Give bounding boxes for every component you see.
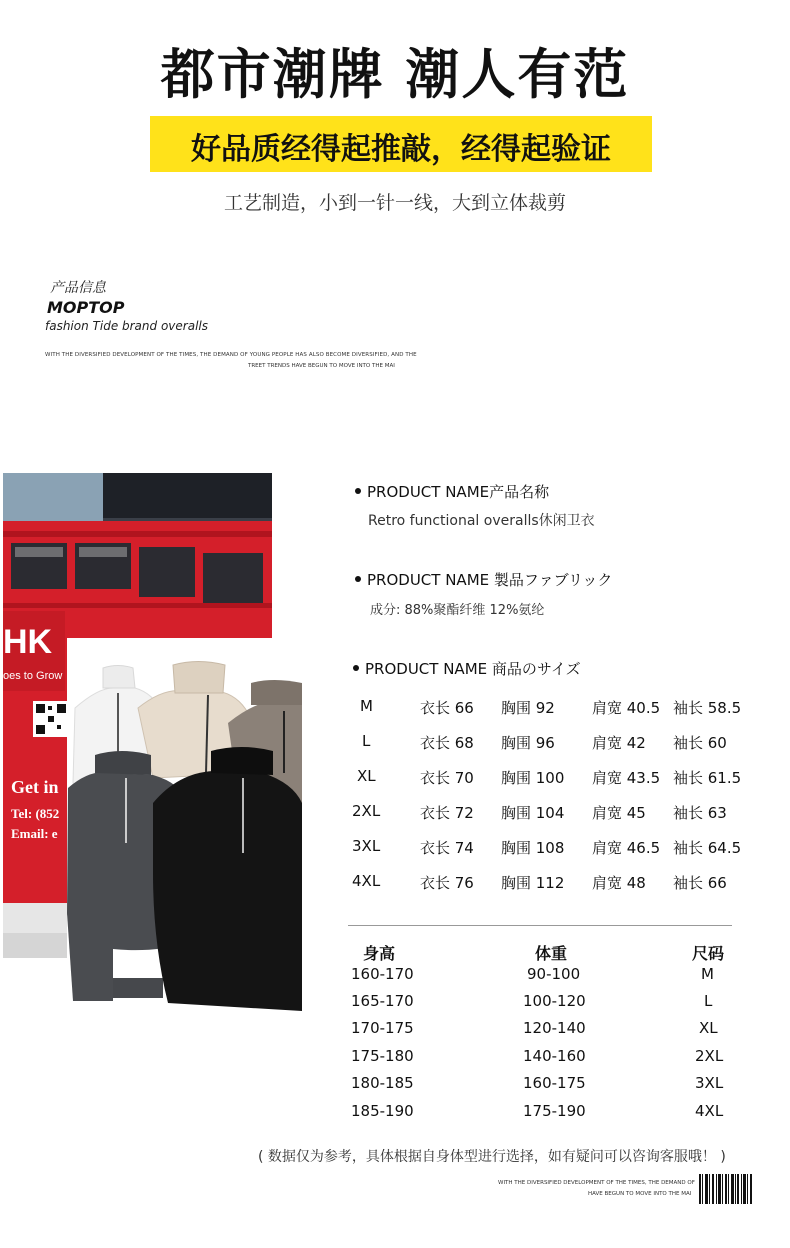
size-cell: XL bbox=[699, 1019, 718, 1037]
height-cell: 180-185 bbox=[351, 1074, 414, 1092]
section-divider bbox=[348, 925, 732, 926]
length-value: 衣长 68 bbox=[420, 734, 474, 752]
weight-cell: 175-190 bbox=[523, 1102, 586, 1120]
height-cell: 185-190 bbox=[351, 1102, 414, 1120]
shoulder-value: 肩宽 46.5 bbox=[592, 839, 661, 857]
height-cell: 170-175 bbox=[351, 1019, 414, 1037]
sleeve-value: 袖长 61.5 bbox=[673, 769, 742, 787]
length-value: 衣长 76 bbox=[420, 874, 474, 892]
page-subtitle: 好品质经得起推敲，经得起验证 bbox=[191, 132, 611, 167]
shoulder-value: 肩宽 43.5 bbox=[592, 769, 661, 787]
size-cell: 2XL bbox=[695, 1047, 724, 1065]
bullet-dot-icon bbox=[353, 665, 359, 671]
table-row bbox=[0, 965, 790, 993]
weight-cell: 160-175 bbox=[523, 1074, 586, 1092]
weight-column-header: 体重 bbox=[535, 944, 568, 963]
size-cell: 3XL bbox=[695, 1074, 724, 1092]
length-value: 衣长 66 bbox=[420, 699, 474, 717]
shoulder-value: 肩宽 45 bbox=[592, 804, 646, 822]
page-title: 都市潮牌 潮人有范 bbox=[160, 43, 630, 106]
size-row bbox=[0, 802, 790, 837]
size-row bbox=[0, 872, 790, 907]
size-label: XL bbox=[357, 767, 376, 785]
bullet-dot-icon bbox=[355, 488, 361, 494]
table-row bbox=[0, 992, 790, 1020]
weight-cell: 90-100 bbox=[527, 965, 581, 983]
size-row bbox=[0, 767, 790, 802]
product-name-heading-text: PRODUCT NAME产品名称 bbox=[367, 483, 550, 501]
weight-cell: 120-140 bbox=[523, 1019, 586, 1037]
size-heading-text: PRODUCT NAME 商品のサイズ bbox=[365, 660, 581, 678]
length-value: 衣长 72 bbox=[420, 804, 474, 822]
height-cell: 175-180 bbox=[351, 1047, 414, 1065]
weight-cell: 100-120 bbox=[523, 992, 586, 1010]
tagline: 工艺制造，小到一针一线，大到立体裁剪 bbox=[223, 192, 566, 214]
size-cell: L bbox=[704, 992, 713, 1010]
brand-name: MOPTOP bbox=[47, 298, 125, 317]
fine-print-line: WITH THE DIVERSIFIED DEVELOPMENT OF THE TIMES, THE DEMAND OF YOUNG PEOPLE HAS ALSO BECOME DIVERSIFIED, AND THE bbox=[45, 352, 417, 358]
chest-value: 胸围 108 bbox=[501, 839, 565, 857]
table-row bbox=[0, 1102, 790, 1130]
size-label: L bbox=[362, 732, 371, 750]
table-row bbox=[0, 1047, 790, 1075]
sign-email: Email: e bbox=[11, 826, 58, 841]
sign-tel: Tel: (852 bbox=[11, 806, 60, 821]
product-name-heading bbox=[355, 481, 549, 502]
fabric-heading-text: PRODUCT NAME 製品ファブリック bbox=[367, 571, 613, 589]
chest-value: 胸围 92 bbox=[501, 699, 555, 717]
length-value: 衣长 70 bbox=[420, 769, 474, 787]
size-label: 2XL bbox=[352, 802, 381, 820]
size-row bbox=[0, 837, 790, 872]
weight-cell: 140-160 bbox=[523, 1047, 586, 1065]
chest-value: 胸围 100 bbox=[501, 769, 565, 787]
chest-value: 胸围 96 bbox=[501, 734, 555, 752]
chest-value: 胸围 104 bbox=[501, 804, 565, 822]
height-cell: 165-170 bbox=[351, 992, 414, 1010]
fine-print-line: HAVE BEGUN TO MOVE INTO THE MAI bbox=[588, 1191, 692, 1197]
height-column-header: 身高 bbox=[363, 944, 396, 963]
size-label: M bbox=[360, 697, 373, 715]
sign-subtext: oes to Grow bbox=[3, 670, 63, 682]
fabric-value: 成分: 88%聚酯纤维 12%氨纶 bbox=[370, 603, 545, 618]
product-description: fashion Tide brand overalls bbox=[45, 319, 208, 333]
size-disclaimer: ( 数据仅为参考，具体根据自身体型进行选择，如有疑问可以咨询客服哦！ ) bbox=[258, 1149, 726, 1165]
size-label: 4XL bbox=[352, 872, 381, 890]
sleeve-value: 袖长 64.5 bbox=[673, 839, 742, 857]
bullet-dot-icon bbox=[355, 576, 361, 582]
fine-print-line: WITH THE DIVERSIFIED DEVELOPMENT OF THE TIMES, THE DEMAND OF bbox=[498, 1180, 695, 1186]
sleeve-value: 袖长 63 bbox=[673, 804, 727, 822]
sign-get-in: Get in bbox=[11, 777, 59, 797]
product-name-value: Retro functional overalls休闲卫衣 bbox=[368, 513, 595, 529]
size-cell: 4XL bbox=[695, 1102, 724, 1120]
shoulder-value: 肩宽 42 bbox=[592, 734, 646, 752]
chest-value: 胸围 112 bbox=[501, 874, 565, 892]
size-row bbox=[0, 732, 790, 767]
height-cell: 160-170 bbox=[351, 965, 414, 983]
size-cell: M bbox=[701, 965, 714, 983]
shoulder-value: 肩宽 40.5 bbox=[592, 699, 661, 717]
table-row bbox=[0, 1019, 790, 1047]
length-value: 衣长 74 bbox=[420, 839, 474, 857]
product-info-label: 产品信息 bbox=[50, 280, 106, 296]
sleeve-value: 袖长 60 bbox=[673, 734, 727, 752]
fine-print-line: TREET TRENDS HAVE BEGUN TO MOVE INTO THE MAI bbox=[248, 363, 395, 369]
size-column-header: 尺码 bbox=[692, 944, 725, 963]
barcode-icon bbox=[699, 1174, 753, 1204]
fabric-heading bbox=[355, 569, 612, 590]
size-row bbox=[0, 697, 790, 732]
shoulder-value: 肩宽 48 bbox=[592, 874, 646, 892]
sleeve-value: 袖长 58.5 bbox=[673, 699, 742, 717]
size-heading bbox=[353, 658, 581, 679]
sleeve-value: 袖长 66 bbox=[673, 874, 727, 892]
size-label: 3XL bbox=[352, 837, 381, 855]
table-row bbox=[0, 1074, 790, 1102]
sign-text: HK bbox=[3, 623, 53, 661]
